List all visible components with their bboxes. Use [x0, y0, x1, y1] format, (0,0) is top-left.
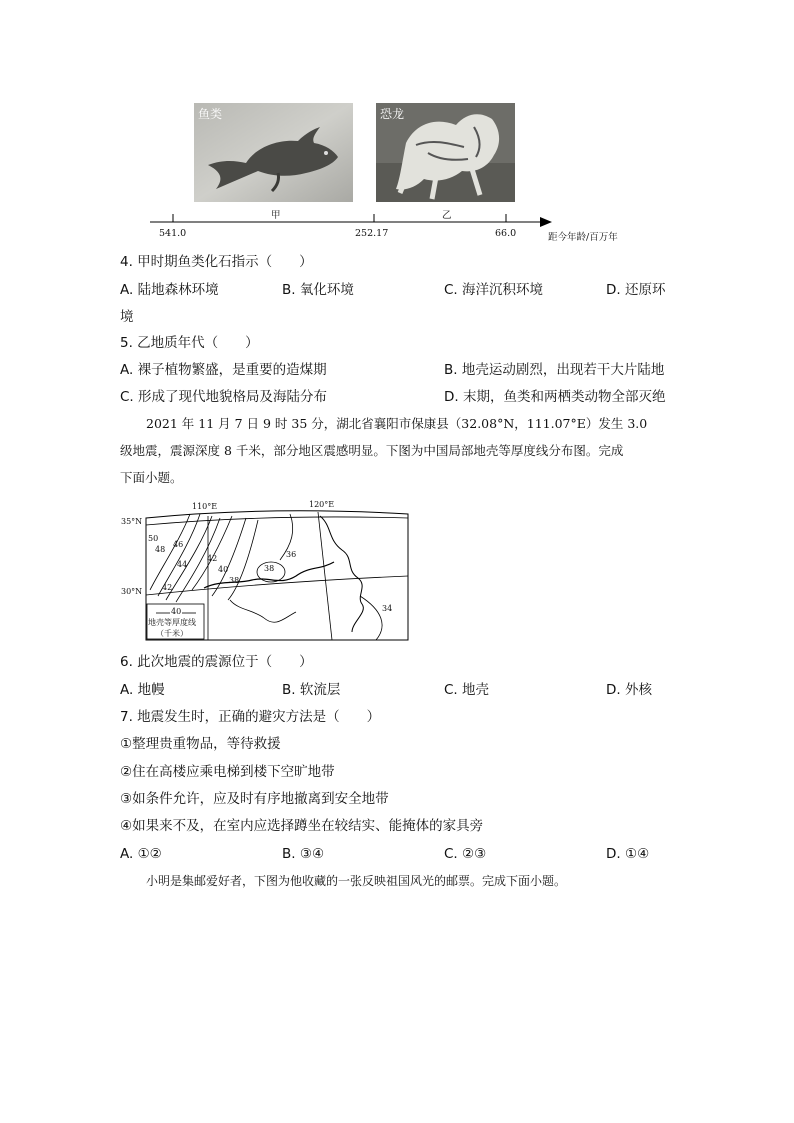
question-6-option-c: C. 地壳 — [444, 682, 490, 698]
contour-label-44: 44 — [177, 560, 188, 569]
contour-label-34: 34 — [382, 604, 393, 613]
earthquake-intro-line-3: 下面小题。 — [120, 470, 183, 485]
map-lat-35: 35°N — [121, 517, 143, 526]
fish-label: 鱼类 — [198, 107, 223, 121]
question-5-stem: 5. 乙地质年代（ ） — [120, 335, 259, 351]
question-4-option-d-wrap: 境 — [120, 309, 134, 325]
question-7-statement-4: ④如果来不及，在室内应选择蹲坐在较结实、能掩体的家具旁 — [120, 818, 484, 834]
question-5-option-c: C. 形成了现代地貌格局及海陆分布 — [120, 389, 328, 405]
question-4-option-a: A. 陆地森林环境 — [120, 282, 219, 298]
legend-value: 40 — [171, 607, 182, 616]
period-b-label: 乙 — [442, 210, 452, 221]
contour-label-36: 36 — [286, 550, 297, 559]
question-6-option-a: A. 地幔 — [120, 682, 165, 698]
contour-label-42: 42 — [207, 554, 218, 563]
map-lon-110: 110°E — [192, 502, 218, 511]
dinosaur-label: 恐龙 — [380, 107, 405, 121]
question-5-option-d: D. 末期，鱼类和两栖类动物全部灭绝 — [444, 389, 666, 405]
legend-unit: （千米） — [156, 629, 188, 638]
question-5-option-b: B. 地壳运动剧烈，出现若干大片陆地 — [444, 362, 665, 378]
question-6-option-b: B. 软流层 — [282, 682, 341, 698]
period-a-label: 甲 — [271, 210, 281, 221]
question-6-option-d: D. 外核 — [606, 682, 652, 698]
question-7-stem: 7. 地震发生时，正确的避灾方法是（ ） — [120, 709, 381, 725]
earthquake-intro-line-1: 2021 年 11 月 7 日 9 时 35 分，湖北省襄阳市保康县（32.08°N，111.07°E）发生 3.0 — [146, 416, 648, 431]
question-6-stem: 6. 此次地震的震源位于（ ） — [120, 654, 313, 670]
dinosaur-fossil-image — [376, 103, 515, 202]
question-7-statement-1: ①整理贵重物品，等待救援 — [120, 736, 281, 752]
question-7-option-b: B. ③④ — [282, 846, 325, 862]
question-5-option-a: A. 裸子植物繁盛，是重要的造煤期 — [120, 362, 327, 378]
tick-label-541: 541.0 — [159, 228, 187, 239]
contour-label-40: 40 — [218, 565, 229, 574]
contour-label-38: 38 — [229, 576, 240, 585]
question-4-option-d: D. 还原环 — [606, 282, 666, 298]
map-lon-120: 120°E — [309, 500, 335, 509]
timeline-axis-label: 距今年龄/百万年 — [548, 232, 618, 243]
map-lat-30: 30°N — [121, 587, 143, 596]
question-4-stem: 4. 甲时期鱼类化石指示（ ） — [120, 254, 313, 270]
question-7-option-c: C. ②③ — [444, 846, 487, 862]
contour-label-50: 50 — [148, 534, 159, 543]
tick-label-252: 252.17 — [355, 228, 389, 239]
question-4-option-c: C. 海洋沉积环境 — [444, 282, 544, 298]
question-7-statement-3: ③如条件允许，应及时有序地撤离到安全地带 — [120, 791, 389, 807]
tick-label-66: 66.0 — [495, 228, 517, 239]
geologic-timeline — [140, 206, 560, 246]
stamp-intro: 小明是集邮爱好者，下图为他收藏的一张反映祖国风光的邮票。完成下面小题。 — [146, 874, 567, 888]
question-4-option-b: B. 氧化环境 — [282, 282, 354, 298]
earthquake-intro-line-2: 级地震，震源深度 8 千米，部分地区震感明显。下图为中国局部地壳等厚度线分布图。完成 — [120, 443, 624, 458]
question-7-statement-2: ②住在高楼应乘电梯到楼下空旷地带 — [120, 764, 335, 780]
contour-label-48: 48 — [155, 545, 166, 554]
legend-label: 地壳等厚度线 — [148, 618, 196, 627]
contour-label-38-ring: 38 — [264, 564, 275, 573]
fish-fossil-image — [194, 103, 353, 202]
contour-label-42-west: 42 — [162, 583, 173, 592]
question-7-option-a: A. ①② — [120, 846, 162, 862]
contour-label-46: 46 — [173, 540, 184, 549]
question-7-option-d: D. ①④ — [606, 846, 650, 862]
